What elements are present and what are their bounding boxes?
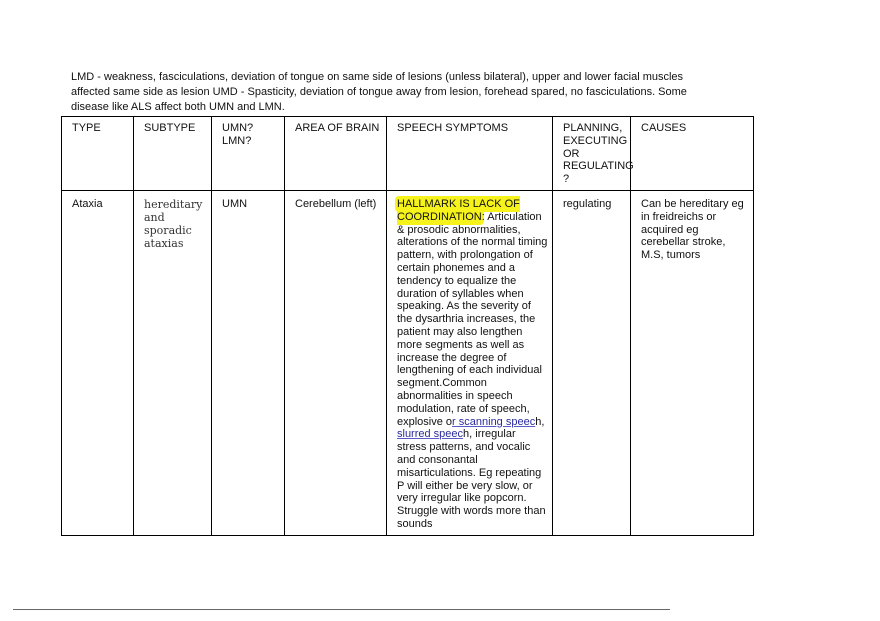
cell-umn-lmn: UMN [212,190,285,535]
header-causes: CAUSES [631,117,754,191]
speech-text-part2: h, [535,415,545,428]
header-speech-symptoms: SPEECH SYMPTOMS [387,117,553,191]
speech-text-part4: Struggle with words more than sounds [397,505,546,530]
cell-area-of-brain: Cerebellum (left) [285,190,387,535]
speech-hallmark-highlight: HALLMARK IS LACK OF COORDINATION [397,197,520,223]
speech-text-part3: h, irregular stress patterns, and vocalic and consonantal misarticulations. Eg repeating P will either be very slow, or very irregular like popcorn. [397,428,542,505]
cell-subtype: hereditary and sporadic ataxias [134,190,212,535]
cell-type: Ataxia [62,190,134,535]
speech-text-part1: : Articulation & prosodic abnormalities, alterations of the normal timing pattern, with prolongation of certain phonemes and a tendency to equalize the duration of syllables when speaking. As the severity of the dysarthria increases, the patient may also lengthen more segments as well as increase the degree of lengthening of each individual segment.Common abnormalities in speech modulation, rate of speech, explosive o [397,210,548,428]
table-row [62,190,754,535]
footer-divider [13,609,670,610]
scanning-speech-link[interactable]: r scanning speec [452,415,536,428]
dysarthria-table [61,116,754,536]
intro-paragraph: LMD - weakness, fasciculations, deviation of tongue on same side of lesions (unless bilateral), upper and lower facial muscles affected same side as lesion UMD - Spasticity, deviation of tongue away from lesion, forehead spared, no fasciculations. Some disease like ALS affect both UMN and LMN. [71,71,687,113]
cell-planning: regulating [553,190,631,535]
header-type: TYPE [62,117,134,191]
cell-causes: Can be hereditary eg in freidreichs or acquired eg cerebellar stroke, M.S, tumors [631,190,754,535]
header-umn-lmn: UMN?LMN? [212,117,285,191]
slurred-speech-link[interactable]: slurred speec [397,428,464,441]
header-planning: PLANNING, EXECUTING OR REGULATING ? [553,117,631,191]
header-subtype: SUBTYPE [134,117,212,191]
table-header-row [62,117,754,191]
header-area-of-brain: AREA OF BRAIN [285,117,387,191]
cell-speech-symptoms [387,190,553,535]
